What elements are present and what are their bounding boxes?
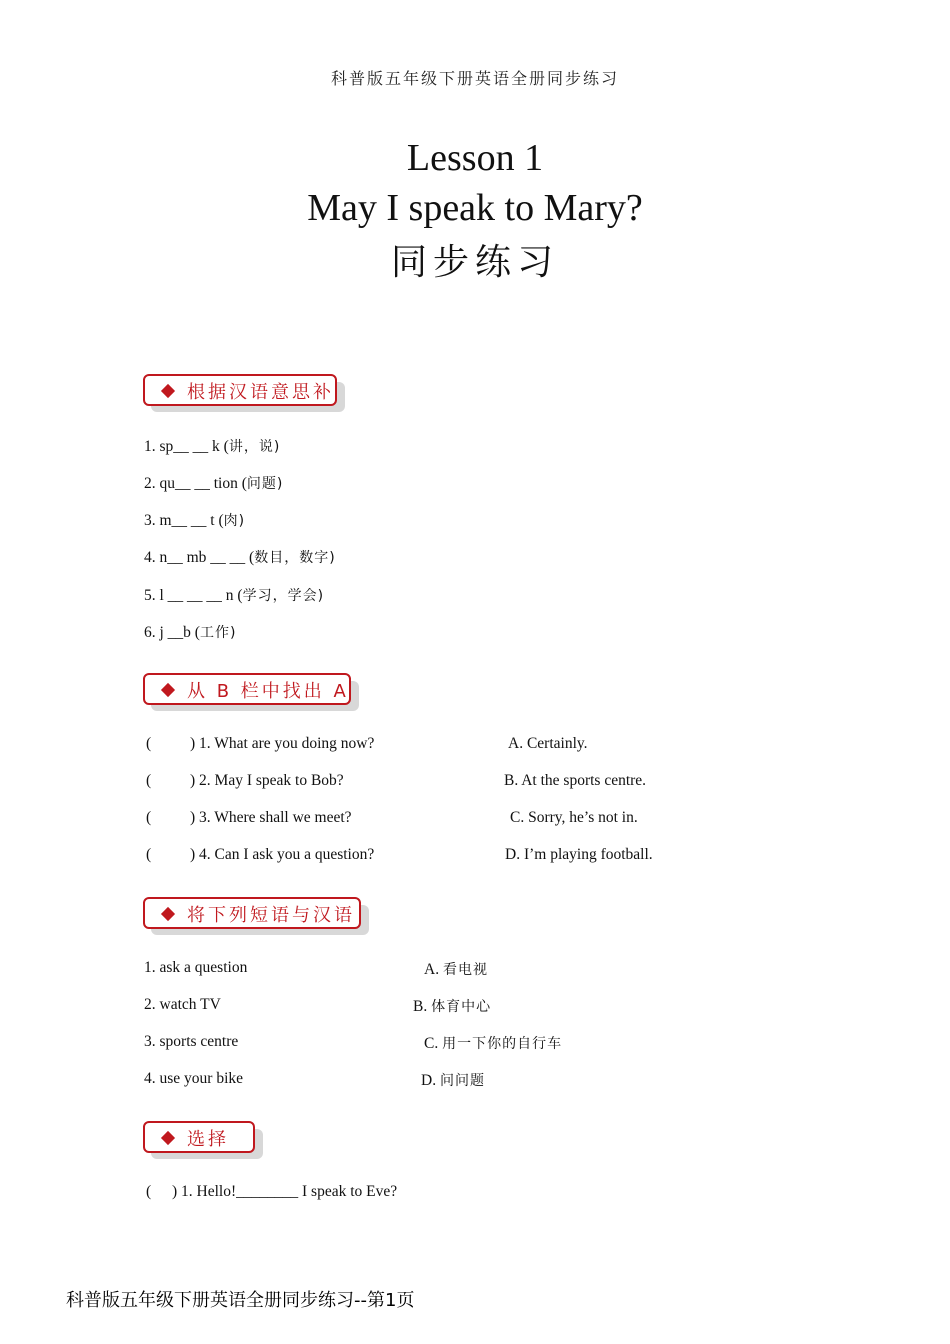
lesson-subtitle: May I speak to Mary? [307, 187, 643, 229]
question-text: ) 3. Where shall we meet? [190, 809, 352, 826]
section-label: 根据汉语意思补 [187, 382, 334, 403]
answer-paren: ( [146, 1183, 152, 1200]
lesson-title: Lesson 1 [406, 137, 544, 179]
answer-paren: ( [146, 735, 152, 752]
page-footer: 科普版五年级下册英语全册同步练习--第1页 [66, 1290, 415, 1311]
translation-item: A. 看电视 [424, 961, 488, 978]
section-label: 选择 [187, 1129, 229, 1150]
translation-item: C. 用一下你的自行车 [424, 1035, 563, 1052]
fill-item: 1. sp__ __ k (讲，说) [144, 438, 281, 455]
question-text: ) 1. What are you doing now? [190, 735, 375, 752]
fill-item: 2. qu__ __ tion (问题) [144, 475, 284, 492]
phrase-item: 1. ask a question [144, 959, 248, 976]
page-header: 科普版五年级下册英语全册同步练习 [330, 69, 619, 88]
answer-paren: ( [146, 846, 152, 863]
section-heading-4 [143, 1121, 255, 1153]
section-heading-2 [143, 673, 351, 705]
question-text: ) 1. Hello!________ I speak to Eve? [172, 1183, 398, 1200]
translation-item: B. 体育中心 [413, 998, 492, 1015]
fill-item: 5. l __ __ __ n (学习，学会) [144, 587, 325, 604]
translation-item: D. 问问题 [421, 1072, 485, 1089]
answer-option: C. Sorry, he’s not in. [510, 809, 638, 826]
phrase-item: 3. sports centre [144, 1033, 239, 1050]
answer-paren: ( [146, 772, 152, 789]
answer-option: A. Certainly. [508, 735, 588, 752]
section-heading-3 [143, 897, 361, 929]
phrase-item: 4. use your bike [144, 1070, 244, 1087]
fill-item: 4. n__ mb __ __ (数目，数字) [144, 549, 336, 566]
question-text: ) 4. Can I ask you a question? [190, 846, 375, 863]
answer-option: D. I’m playing football. [505, 846, 653, 863]
section-label: 将下列短语与汉语 [187, 905, 355, 926]
phrase-item: 2. watch TV [144, 996, 221, 1013]
section-label: 从 B 栏中找出 A [187, 681, 349, 702]
answer-paren: ( [146, 809, 152, 826]
question-text: ) 2. May I speak to Bob? [190, 772, 344, 789]
fill-item: 3. m__ __ t (肉) [144, 512, 246, 529]
exercise-title: 同步练习 [390, 242, 559, 283]
fill-item: 6. j __b (工作) [144, 624, 237, 641]
answer-option: B. At the sports centre. [504, 772, 647, 789]
section-heading-1 [143, 374, 337, 406]
